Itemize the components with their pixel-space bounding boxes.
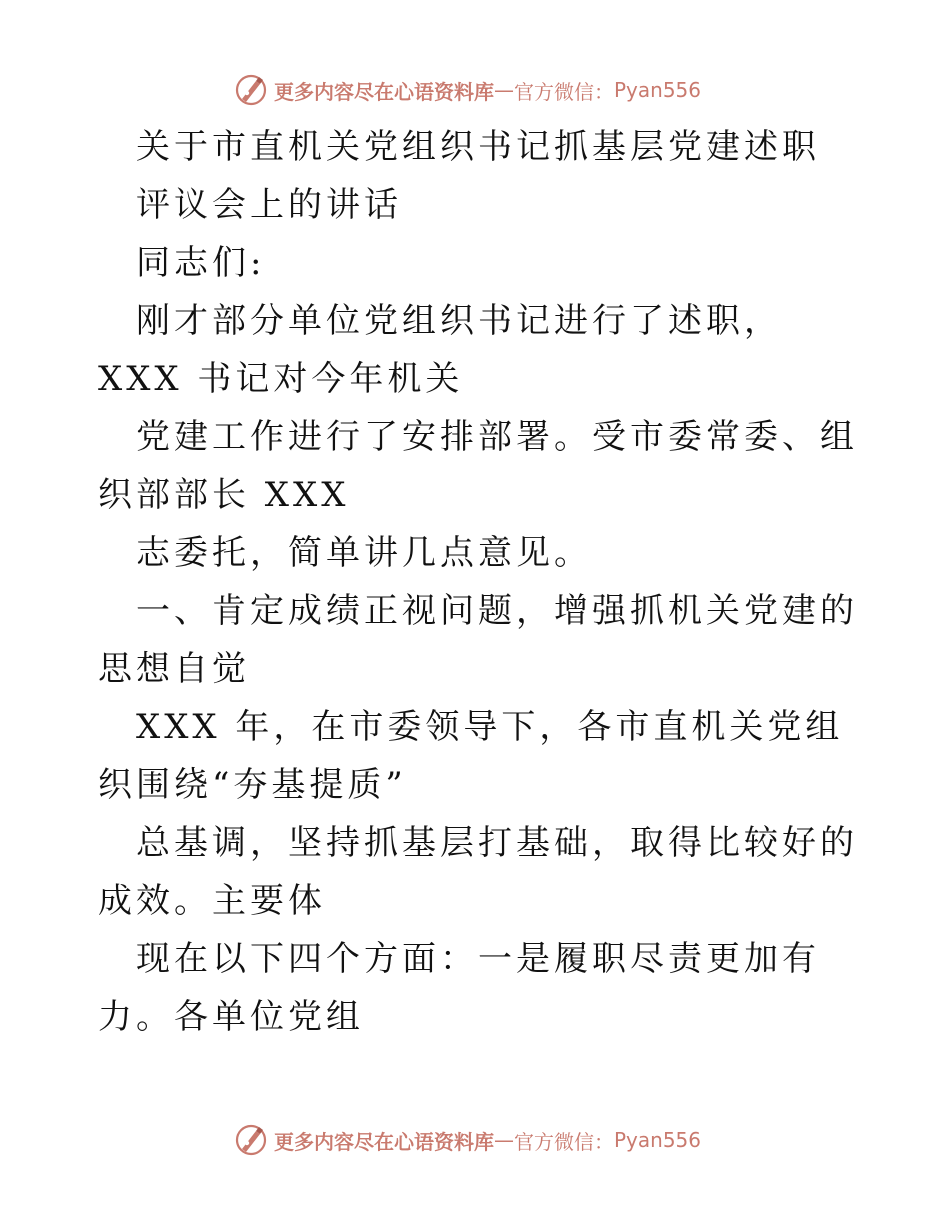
watermark-text: 更多内容尽在心语资料库: [274, 79, 494, 104]
watermark-wechat-label: 官方微信：: [514, 79, 614, 104]
watermark-wechat-label: 官方微信：: [514, 1129, 614, 1154]
document-paragraph: 一、肯定成绩正视问题，增强抓机关党建的思想自觉: [98, 591, 858, 689]
watermark-dash: —: [494, 78, 514, 102]
document-paragraph: XXX 年，在市委领导下，各市直机关党组织围绕“夯基提质”: [98, 707, 844, 805]
document-paragraph: 评议会上的讲话: [136, 185, 402, 225]
header-watermark: [234, 72, 701, 108]
document-paragraph: 同志们:: [136, 243, 266, 283]
pen-circle-logo-icon: [234, 1123, 268, 1157]
footer-watermark: [234, 1122, 701, 1158]
watermark-wechat-id: Pyan556: [614, 1128, 702, 1152]
watermark-text: 更多内容尽在心语资料库: [274, 1129, 494, 1154]
document-paragraph: 关于市直机关党组织书记抓基层党建述职: [136, 127, 820, 167]
document-paragraph: 志委托，简单讲几点意见。: [136, 533, 592, 573]
document-paragraph: 总基调，坚持抓基层打基础，取得比较好的成效。主要体: [98, 823, 858, 921]
watermark-wechat-id: Pyan556: [614, 78, 702, 102]
watermark-dash: —: [494, 1128, 514, 1152]
document-paragraph: 现在以下四个方面：一是履职尽责更加有力。各单位党组: [98, 939, 820, 1037]
document-body: [98, 118, 858, 1046]
pen-circle-logo-icon: [234, 73, 268, 107]
document-paragraph: 党建工作进行了安排部署。受市委常委、组织部部长 XXX: [98, 417, 858, 515]
document-paragraph: 刚才部分单位党组织书记进行了述职，XXX 书记对今年机关: [98, 301, 782, 399]
